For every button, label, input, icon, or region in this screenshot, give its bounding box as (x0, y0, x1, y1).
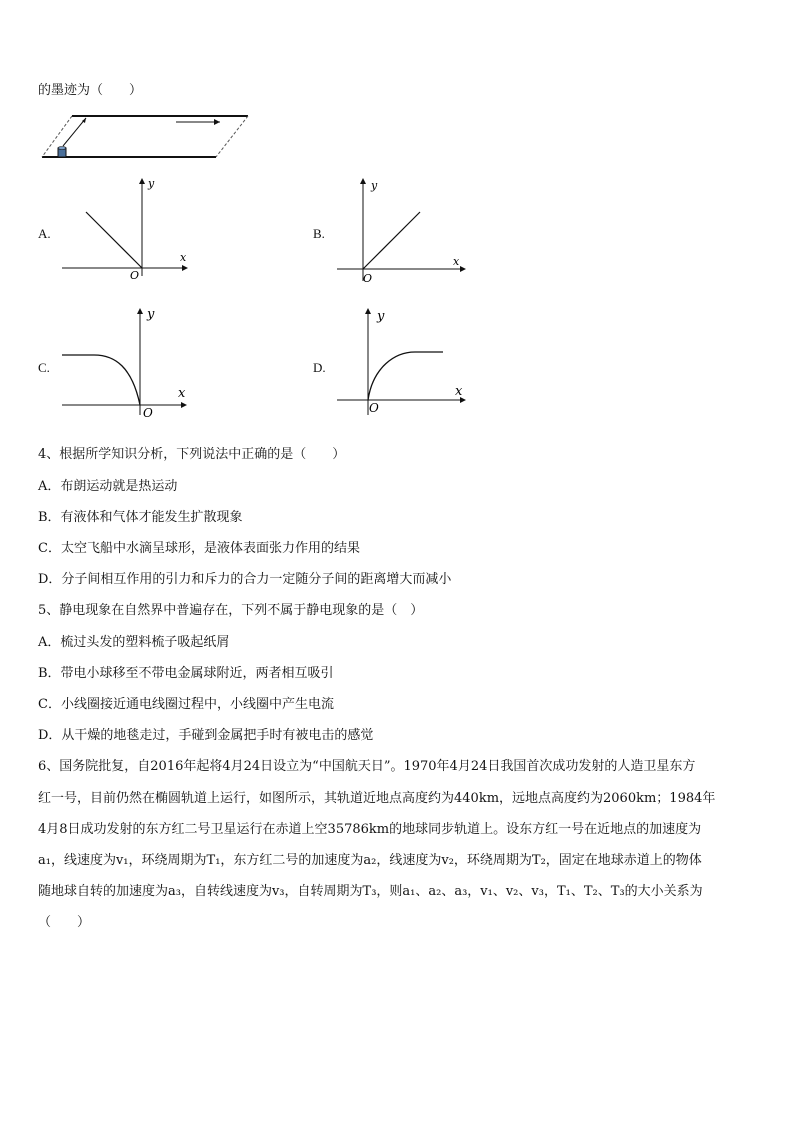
q5-stem: 5、静电现象在自然界中普遍存在，下列不属于静电现象的是（ ） (38, 603, 424, 618)
q4-option-b: B．有液体和气体才能发生扩散现象 (38, 510, 243, 525)
y-label: y (371, 179, 378, 192)
origin-label: O (363, 272, 373, 285)
option-c-label: C. (38, 360, 50, 375)
q5-option-c: C．小线圈接近通电线圈过程中，小线圈中产生电流 (38, 697, 334, 712)
pen-block-top (58, 147, 66, 150)
option-b-label: B. (313, 226, 325, 241)
graph-option-c (60, 305, 195, 420)
q6-line-4: a₁，线速度为v₁，环绕周期为T₁，东方红二号的加速度为a₂，线速度为v₂，环绕周期为T₂，固定在地球赤道上的物体 (38, 853, 702, 868)
q4-option-d: D．分子间相互作用的引力和斥力的合力一定随分子间的距离增大而减小 (38, 572, 452, 587)
q6-line-5: 随地球自转的加速度为a₃，自转线速度为v₃，自转周期为T₃，则a₁、a₂、a₃，v₁、v₂、v₃，T₁、T₂、T₃的大小关系为 (38, 884, 703, 899)
x-label: x (178, 386, 186, 401)
question-fragment: 的墨迹为（ ） (38, 83, 143, 98)
q5-option-d: D．从干燥的地毯走过，手碰到金属把手时有被电击的感觉 (38, 728, 374, 743)
graph-line (363, 212, 420, 269)
q6-line-1: 6、国务院批复，自2016年起将4月24日设立为“中国航天日”。1970年4月24日我国首次成功发射的人造卫星东方 (38, 759, 696, 774)
q6-line-6: （ ） (38, 915, 91, 930)
q4-stem: 4、根据所学知识分析，下列说法中正确的是（ ） (38, 447, 346, 462)
rightward-arrowhead (214, 119, 220, 125)
q6-line-2: 红一号，目前仍然在椭圆轨道上运行，如图所示，其轨道近地点高度约为440km，远地点高度约为2060km；1984年 (38, 791, 716, 806)
origin-label: O (369, 401, 379, 415)
paper-left-edge (42, 116, 72, 157)
y-label: y (377, 309, 385, 324)
q5-option-a: A．梳过头发的塑料梳子吸起纸屑 (38, 635, 230, 650)
q4-option-c: C．太空飞船中水滴呈球形，是液体表面张力作用的结果 (38, 541, 360, 556)
y-label: y (147, 307, 155, 322)
paper-diagram (38, 108, 253, 166)
graph-curve (368, 352, 443, 400)
graph-option-d (335, 305, 470, 420)
q6-line-3: 4月8日成功发射的东方红二号卫星运行在赤道上空35786km的地球同步轨道上。设东方红一号在近地点的加速度为 (38, 822, 702, 837)
y-label: y (148, 177, 155, 190)
upward-arrow (63, 118, 86, 146)
graph-option-b (335, 175, 475, 285)
origin-label: O (143, 406, 153, 420)
paper-right-edge (216, 116, 248, 157)
x-label: x (180, 251, 187, 264)
x-label: x (453, 255, 460, 268)
q5-option-b: B．带电小球移至不带电金属球附近，两者相互吸引 (38, 666, 334, 681)
option-a-label: A. (38, 226, 51, 241)
x-label: x (455, 384, 463, 399)
graph-line (86, 212, 142, 268)
graph-curve (62, 355, 140, 405)
origin-label: O (130, 269, 140, 280)
option-d-label: D. (313, 360, 326, 375)
graph-option-a (60, 175, 200, 280)
q4-option-a: A．布朗运动就是热运动 (38, 479, 178, 494)
